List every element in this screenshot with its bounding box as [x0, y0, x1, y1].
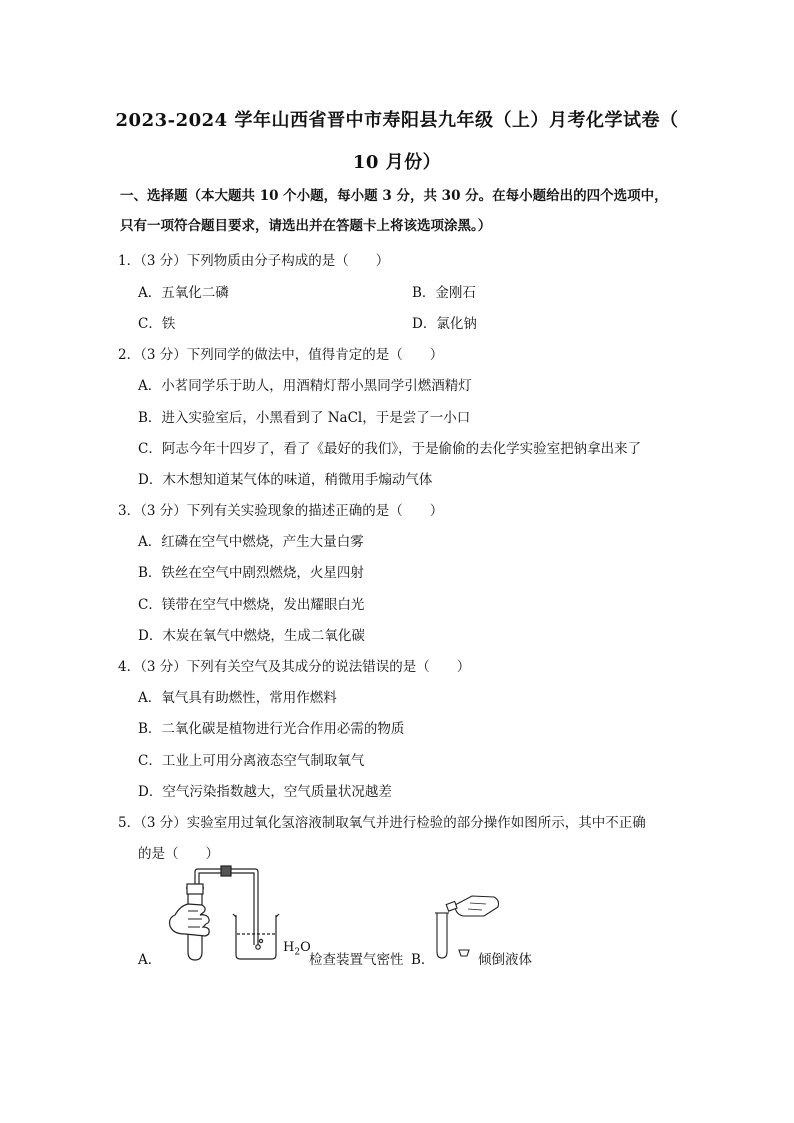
question-4-option-d: D．空气污染指数越大，空气质量状况越差 — [138, 784, 392, 800]
question-3-option-d: D．木炭在氧气中燃烧，生成二氧化碳 — [138, 628, 365, 644]
h2o-subscript: 2 — [294, 947, 301, 958]
question-2-stem: 2．（3 分）下列同学的做法中，值得肯定的是（ ） — [118, 347, 444, 363]
question-1-option-b: B．金刚石 — [412, 285, 476, 301]
question-1-option-a: A．五氧化二磷 — [138, 285, 229, 301]
question-3-option-c: C．镁带在空气中燃烧，发出耀眼白光 — [138, 597, 365, 613]
figure-a-caption: 检查装置气密性 — [309, 952, 404, 968]
h2o-end: O — [300, 940, 311, 955]
question-1-option-d: D．氯化钠 — [412, 316, 477, 332]
figure-b-label: B． — [411, 952, 435, 968]
question-5-stem-line-1: 5．（3 分）实验室用过氧化氢溶液制取氧气并进行检验的部分操作如图所示，其中不正确 — [118, 815, 646, 831]
section-heading-line-2: 只有一项符合题目要求，请选出并在答题卡上将该选项涂黑。） — [120, 218, 492, 234]
section-heading-line-1: 一、选择题（本大题共 10 个小题，每小题 3 分，共 30 分。在每小题给出的四个选项中， — [120, 188, 668, 204]
question-5-stem-line-2: 的是（ ） — [138, 846, 219, 862]
h2o-formula — [283, 940, 311, 958]
airtightness-apparatus-illustration — [170, 866, 279, 960]
figure-a-label: A． — [138, 952, 162, 968]
question-3-option-b: B．铁丝在空气中剧烈燃烧，火星四射 — [138, 565, 364, 581]
exam-title-line-1: 2023-2024 学年山西省晋中市寿阳县九年级（上）月考化学试卷（ — [115, 110, 679, 131]
question-2-option-c: C．阿志今年十四岁了，看了《最好的我们》，于是偷偷的去化学实验室把钠拿出来了 — [138, 441, 642, 457]
figure-b-caption: 倾倒液体 — [478, 952, 532, 968]
question-1-option-c: C．铁 — [138, 316, 176, 332]
question-2-option-a: A．小茗同学乐于助人，用酒精灯帮小黑同学引燃酒精灯 — [138, 378, 472, 394]
question-2-option-d: D．木木想知道某气体的味道，稍微用手煽动气体 — [138, 472, 433, 488]
question-3-stem: 3．（3 分）下列有关实验现象的描述正确的是（ ） — [118, 503, 444, 519]
question-4-option-c: C．工业上可用分离液态空气制取氧气 — [138, 753, 365, 769]
h2o-main: H — [283, 940, 295, 955]
exam-title-line-2: 10 月份） — [352, 152, 442, 173]
question-4-option-a: A．氧气具有助燃性，常用作燃料 — [138, 690, 337, 706]
question-4-option-b: B．二氧化碳是植物进行光合作用必需的物质 — [138, 721, 405, 737]
question-4-stem: 4．（3 分）下列有关空气及其成分的说法错误的是（ ） — [118, 659, 471, 675]
question-3-option-a: A．红磷在空气中燃烧，产生大量白雾 — [138, 534, 364, 550]
question-2-option-b: B．进入实验室后，小黑看到了 NaCl，于是尝了一小口 — [138, 410, 471, 426]
question-1-stem: 1．（3 分）下列物质由分子构成的是（ ） — [118, 253, 390, 269]
